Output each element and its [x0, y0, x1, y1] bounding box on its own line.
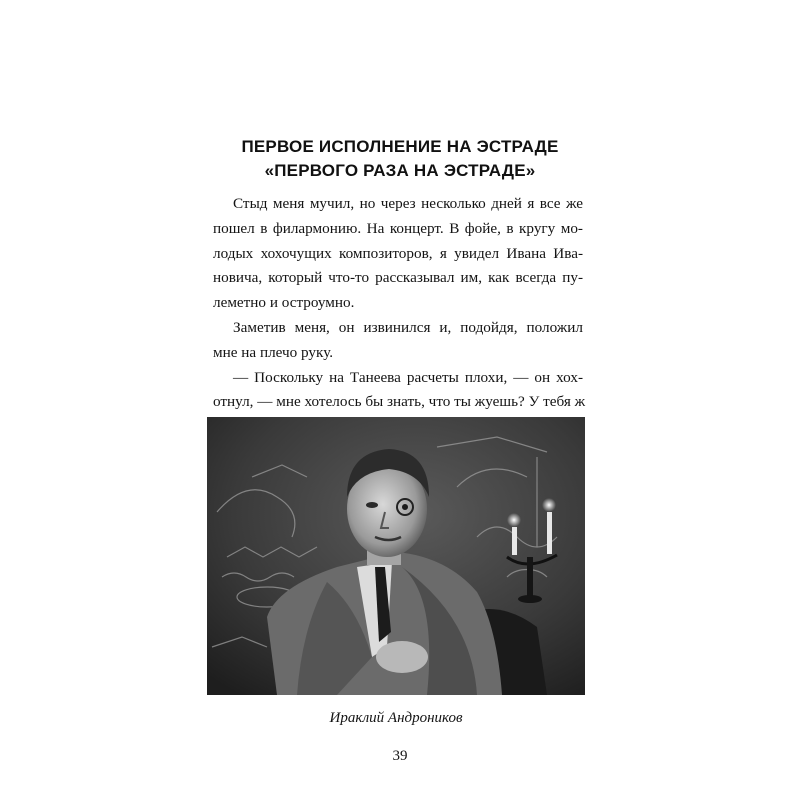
chapter-heading-line-2: «ПЕРВОГО РАЗА НА ЭСТРАДЕ» — [264, 161, 536, 180]
photo-caption: Ираклий Андроников — [329, 710, 463, 726]
body-text — [213, 192, 586, 440]
text-line: мне на плечо руку. — [213, 343, 334, 361]
chapter-heading — [180, 135, 620, 183]
text-line: отнул, — мне хотелось бы знать, что ты жуешь? У тебя ж — [213, 393, 586, 411]
page-number: 39 — [392, 748, 408, 764]
text-line: леметно и остроумно. — [213, 294, 355, 312]
text-line: пошел в филармонию. На концерт. В фойе, в кругу мо- — [213, 219, 583, 237]
text-line: Заметив меня, он извинился и, подойдя, положил — [233, 318, 583, 336]
text-line: Стыд меня мучил, но через несколько дней я все же — [233, 195, 583, 212]
text-line: — Поскольку на Танеева расчеты плохи, — он хох- — [233, 368, 583, 386]
chapter-heading-line-1: ПЕРВОЕ ИСПОЛНЕНИЕ НА ЭСТРАДЕ — [241, 137, 559, 156]
portrait-photo-image — [207, 417, 585, 695]
portrait-photo — [207, 417, 585, 695]
text-line: новича, который что-то рассказывал им, как всегда пу- — [213, 269, 583, 287]
text-line: лодых хохочущих композиторов, я увидел Ивана Ива- — [213, 244, 583, 262]
